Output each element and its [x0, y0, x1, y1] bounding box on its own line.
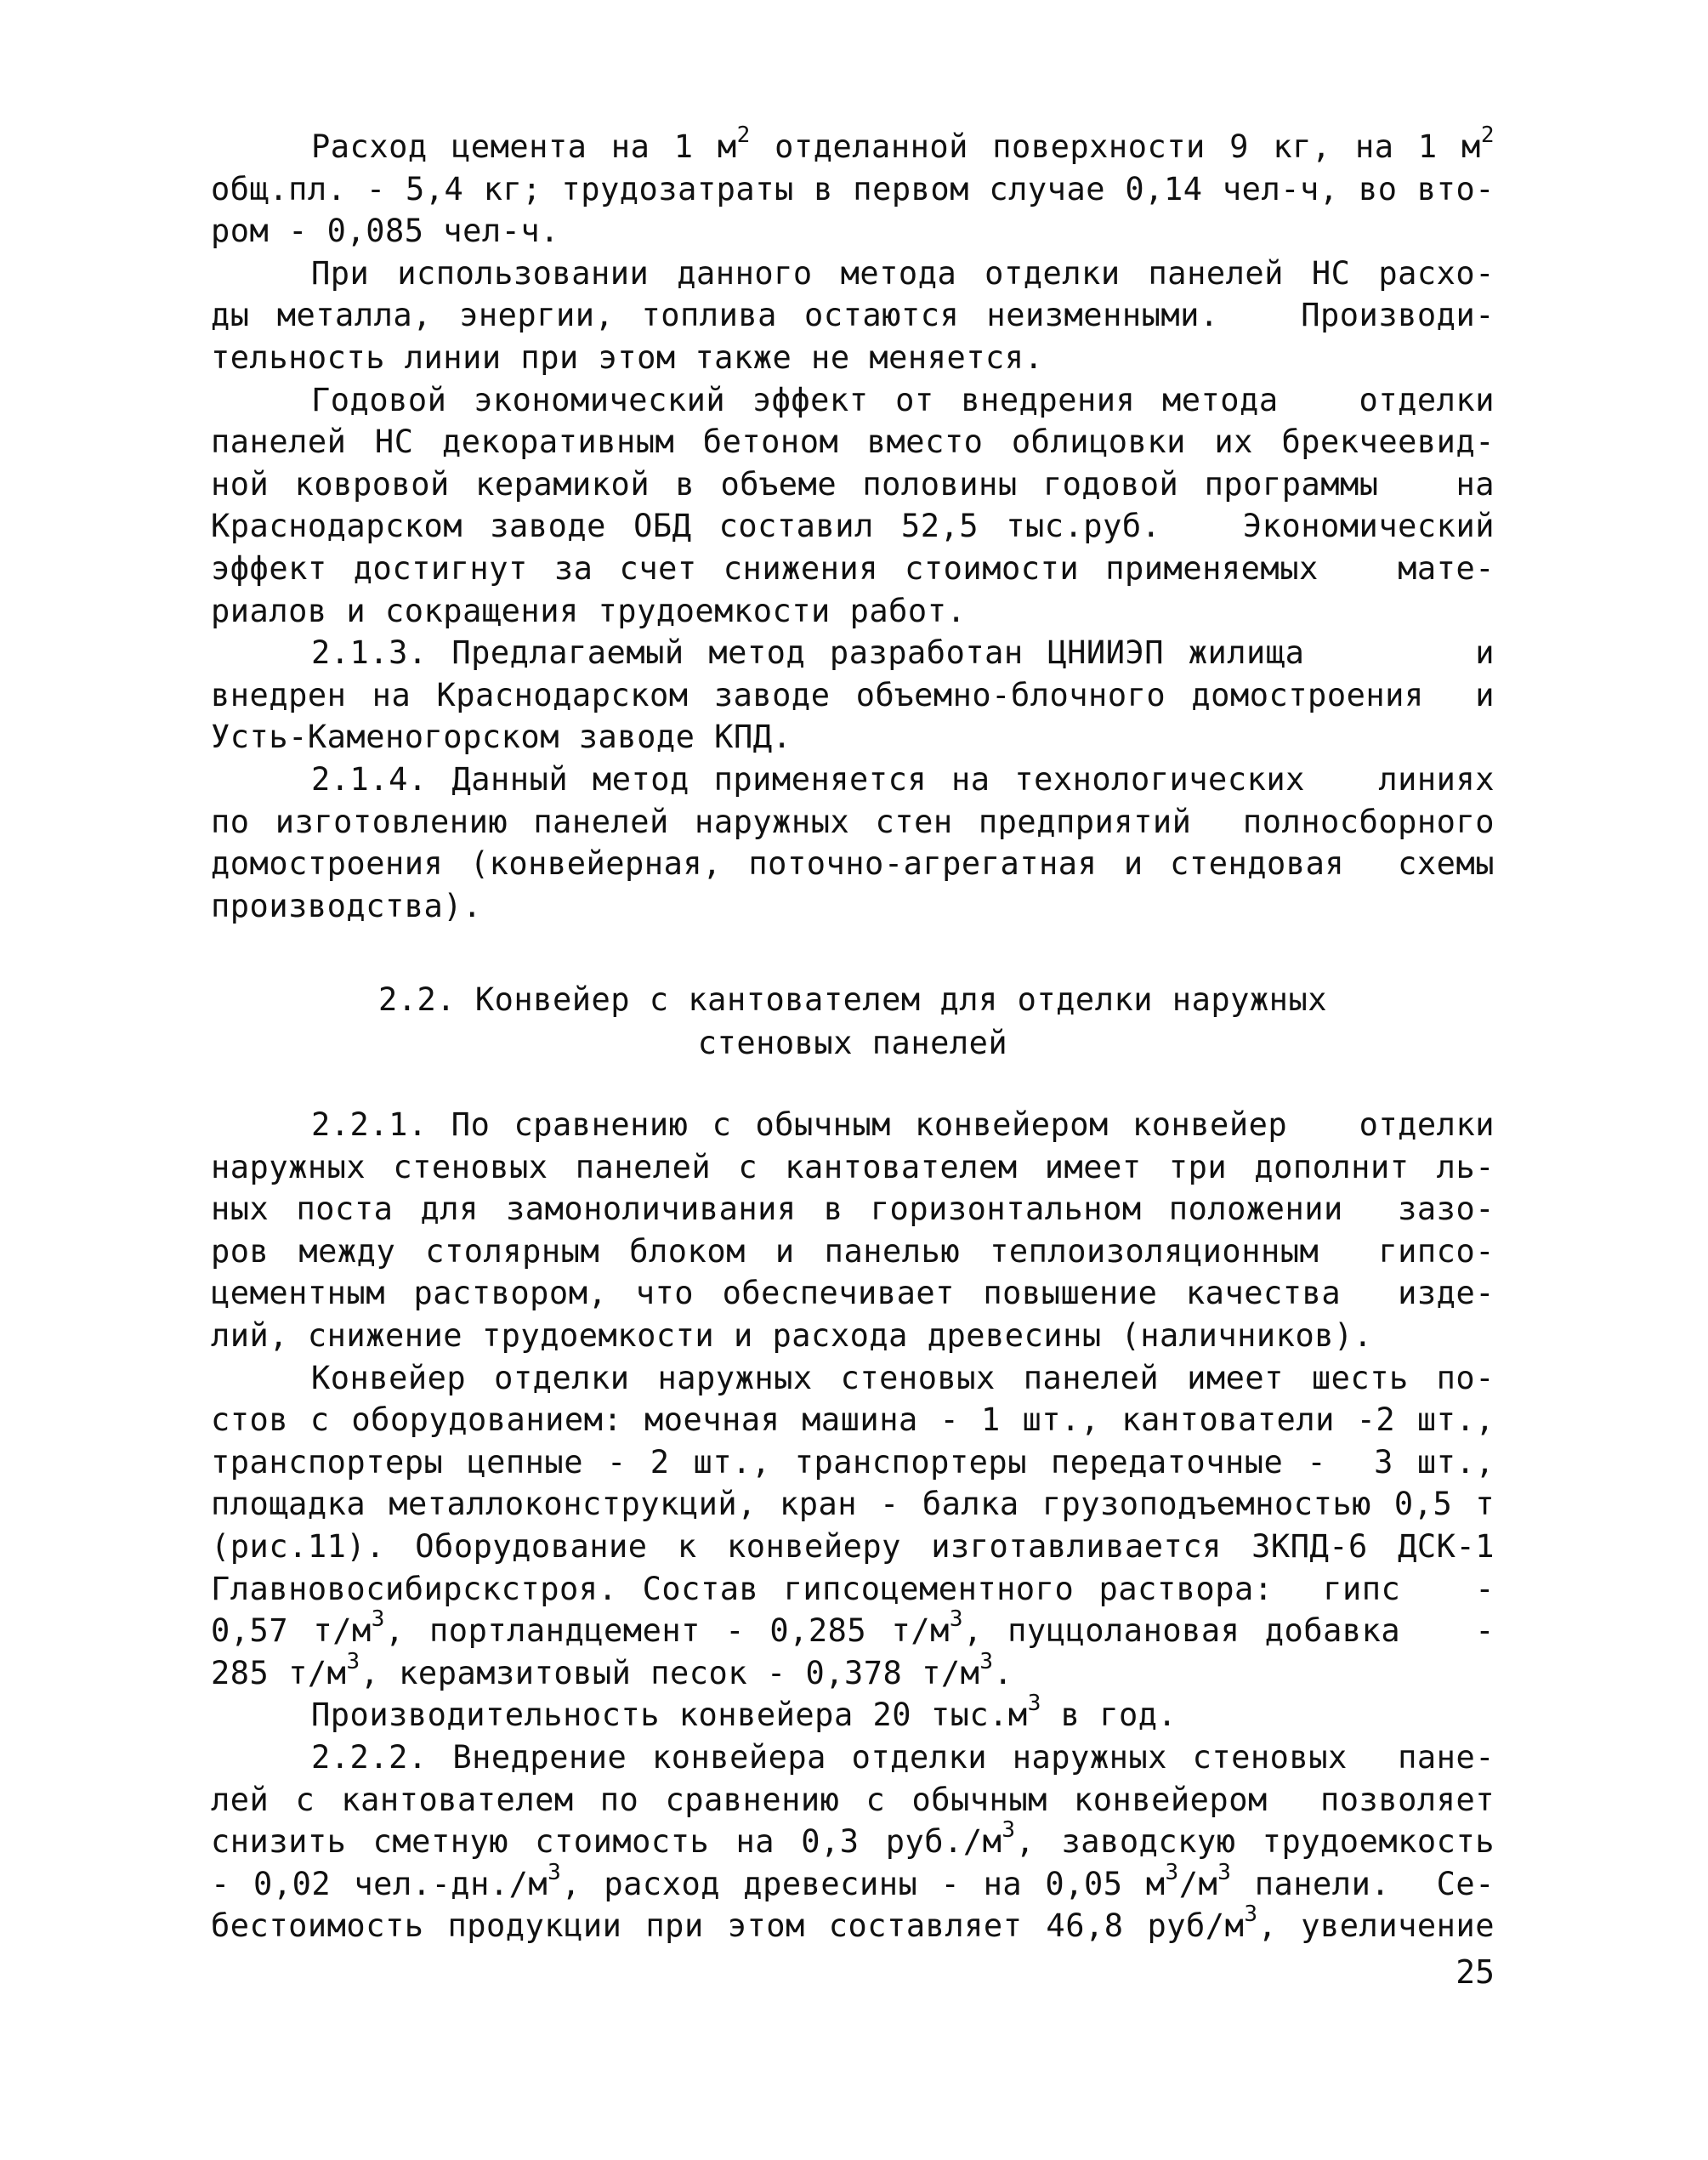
text-line: цементным раствором, что обеспечивает повышение качества изде-: [211, 1275, 1495, 1312]
text-segment: отделанной поверхности 9 кг, на 1 м: [750, 128, 1481, 165]
text-line: риалов и сокращения трудоемкости работ.: [211, 592, 967, 629]
superscript: 3: [548, 1859, 562, 1885]
paragraph-cement-consumption: [211, 122, 1495, 253]
text-segment: , портландцемент - 0,285 т/м: [384, 1612, 950, 1650]
text-segment: 0,57 т/м: [211, 1612, 372, 1650]
text-line: тельность линии при этом также не меняется.: [211, 338, 1044, 376]
text-line: 2.2.2. Внедрение конвейера отделки наружных стеновых пане-: [311, 1738, 1495, 1776]
paragraph-productivity: [211, 1691, 1495, 1737]
text-line: ром - 0,085 чел-ч.: [211, 213, 559, 250]
text-line: При использовании данного метода отделки панелей НС расхо-: [311, 254, 1495, 292]
text-segment: , расход древесины - на 0,05 м: [561, 1865, 1166, 1902]
text-line: Главновосибирскстроя. Состав гипсоцементного раствора: гипс -: [211, 1570, 1495, 1607]
text-line: [211, 1901, 1495, 1947]
superscript: 3: [979, 1648, 994, 1674]
paragraph-economic-effect: [211, 379, 1495, 633]
page-number: 25: [1455, 1953, 1495, 1991]
text-line: Краснодарском заводе ОБД составил 52,5 тыс.руб. Экономический: [211, 508, 1495, 545]
text-line: домостроения (конвейерная, поточно-агрегатная и стендовая схемы: [211, 845, 1495, 883]
text-line: производства).: [211, 887, 482, 924]
text-line: 2.1.4. Данный метод применяется на технологических линиях: [311, 760, 1495, 798]
text-segment: Производительность конвейера 20 тыс.м: [311, 1697, 1028, 1734]
text-segment: в год.: [1041, 1697, 1177, 1734]
text-block-bottom: [211, 1104, 1495, 1947]
text-line: ных поста для замоноличивания в горизонтальном положении зазо-: [211, 1191, 1495, 1228]
heading-line: стеновых панелей: [697, 1025, 1008, 1061]
section-heading: [211, 978, 1495, 1065]
text-line: ды металла, энергии, топлива остаются неизменными. Производи-: [211, 297, 1495, 334]
text-line: панелей НС декоративным бетоном вместо облицовки их брекчеевид-: [211, 423, 1495, 461]
text-line: по изготовлению панелей наружных стен предприятий полносборного: [211, 803, 1495, 840]
text-segment: Расход цемента на 1 м: [311, 128, 737, 165]
text-segment: /м: [1178, 1865, 1218, 1902]
text-line: стов с оборудованием: моечная машина - 1 шт., кантователи -2 шт.,: [211, 1401, 1495, 1439]
superscript: 3: [1027, 1691, 1041, 1717]
text-line: Годовой экономический эффект от внедрения метода отделки: [311, 381, 1495, 418]
superscript: 3: [346, 1648, 360, 1674]
paragraph-2-1-4: [211, 759, 1495, 927]
text-line: [211, 1606, 1495, 1652]
text-line: [211, 1859, 1495, 1906]
text-block-top: [211, 122, 1495, 927]
text-segment: 285 т/м: [211, 1654, 347, 1691]
text-line: внедрен на Краснодарском заводе объемно-блочного домостроения и: [211, 676, 1495, 713]
text-segment: - 0,02 чел.-дн./м: [211, 1865, 548, 1902]
superscript: 2: [1480, 122, 1495, 148]
superscript: 2: [736, 122, 751, 148]
text-line: Усть-Каменогорском заводе КПД.: [211, 719, 792, 756]
text-line: 2.1.3. Предлагаемый метод разработан ЦНИИЭП жилища и: [311, 634, 1495, 672]
text-line: [211, 1691, 1495, 1737]
text-line: Конвейер отделки наружных стеновых панелей имеет шесть по-: [311, 1359, 1495, 1396]
text-line: эффект достигнут за счет снижения стоимости применяемых мате-: [211, 549, 1495, 587]
text-line: общ.пл. - 5,4 кг; трудозатраты в первом случае 0,14 чел-ч, во вто-: [211, 170, 1495, 207]
text-line: [211, 122, 1495, 168]
text-segment: , увеличение: [1257, 1907, 1495, 1945]
text-line: (рис.11). Оборудование к конвейеру изготавливается ЗКПД-6 ДСК-1: [211, 1527, 1495, 1565]
text-segment: .: [993, 1654, 1013, 1691]
superscript: 3: [949, 1606, 964, 1633]
text-line: ров между столярным блоком и панелью теплоизоляционным гипсо-: [211, 1232, 1495, 1270]
text-segment: , заводскую трудоемкость: [1015, 1823, 1495, 1861]
text-line: лей с кантователем по сравнению с обычным конвейером позволяет: [211, 1781, 1495, 1818]
text-line: 2.2.1. По сравнению с обычным конвейером конвейер отделки: [311, 1106, 1495, 1143]
text-line: транспортеры цепные - 2 шт., транспортеры передаточные - 3 шт.,: [211, 1443, 1495, 1481]
text-line: наружных стеновых панелей с кантователем имеет три дополнит ль-: [211, 1148, 1495, 1185]
superscript: 3: [371, 1606, 385, 1633]
text-line: [211, 1648, 1495, 1695]
text-segment: , пуццолановая добавка -: [963, 1612, 1495, 1650]
text-segment: бестоимость продукции при этом составляет 46,8 руб/м: [211, 1907, 1245, 1945]
paragraph-2-2-2: [211, 1737, 1495, 1947]
superscript: 3: [1244, 1901, 1258, 1928]
text-line: лий, снижение трудоемкости и расхода древесины (наличников).: [211, 1316, 1373, 1354]
paragraph-resource-use: [211, 253, 1495, 379]
paragraph-conveyor-equipment: [211, 1357, 1495, 1695]
superscript: 3: [1217, 1859, 1232, 1885]
text-segment: , керамзитовый песок - 0,378 т/м: [360, 1654, 980, 1691]
text-segment: панели. Се-: [1231, 1865, 1495, 1902]
paragraph-2-1-3: [211, 632, 1495, 759]
text-line: ной ковровой керамикой в объеме половины годовой программы на: [211, 465, 1495, 503]
superscript: 3: [1165, 1859, 1179, 1885]
text-line: площадка металлоконструкций, кран - балка грузоподъемностью 0,5 т: [211, 1486, 1495, 1523]
heading-line: 2.2. Конвейер с кантователем для отделки наружных: [377, 981, 1328, 1018]
superscript: 3: [1002, 1817, 1016, 1844]
text-segment: снизить сметную стоимость на 0,3 руб./м: [211, 1823, 1002, 1861]
text-line: [211, 1817, 1495, 1863]
paragraph-2-2-1: [211, 1104, 1495, 1357]
